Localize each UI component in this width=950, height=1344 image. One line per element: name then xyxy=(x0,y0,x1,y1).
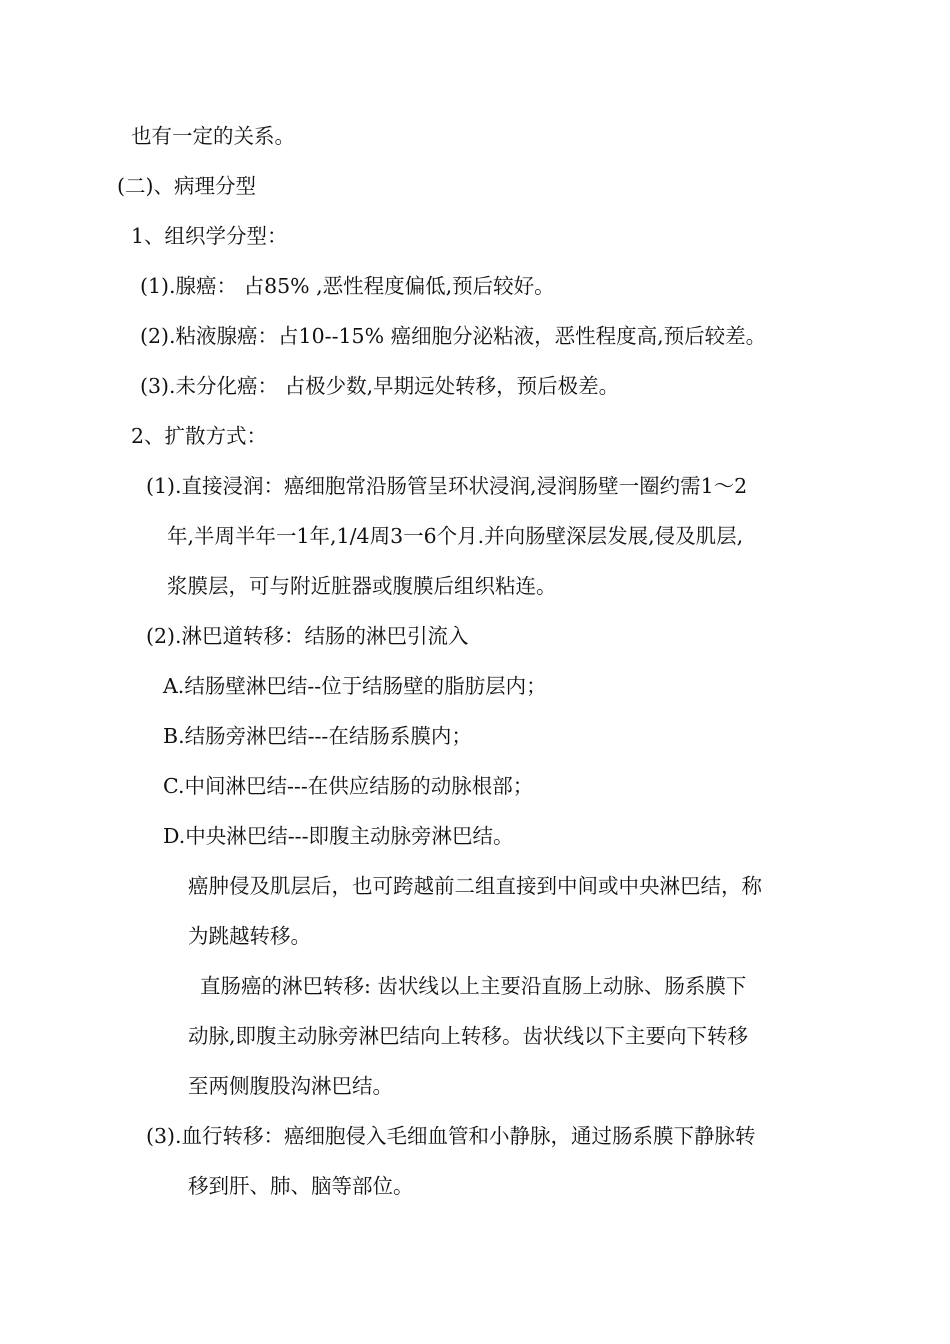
text-line-direct-invasion-cont2: 浆膜层，可与附近脏器或腹膜后组织粘连。 xyxy=(167,574,557,598)
subheading-histology-types: 1、组织学分型： xyxy=(131,224,288,248)
text-line-skip-metastasis: 癌肿侵及肌层后，也可跨越前二组直接到中间或中央淋巴结，称 xyxy=(188,874,762,898)
list-item-adenocarcinoma: (1).腺癌： 占85% ,恶性程度偏低,预后较好。 xyxy=(140,274,555,298)
list-item-lymph-node-b: B.结肠旁淋巴结---在结肠系膜内； xyxy=(163,724,472,748)
text-line-skip-metastasis-cont: 为跳越转移。 xyxy=(188,924,311,948)
text-line-rectal-lymph-cont1: 动脉,即腹主动脉旁淋巴结向上转移。齿状线以下主要向下转移 xyxy=(188,1024,749,1048)
text-line-rectal-lymph: 直肠癌的淋巴转移: 齿状线以上主要沿直肠上动脉、肠系膜下 xyxy=(200,974,747,998)
list-item-mucinous-adenocarcinoma: (2).粘液腺癌：占10--15% 癌细胞分泌粘液，恶性程度高,预后较差。 xyxy=(140,324,767,348)
list-item-lymph-node-c: C.中间淋巴结---在供应结肠的动脉根部； xyxy=(163,774,534,798)
subheading-spread-methods: 2、扩散方式： xyxy=(131,424,268,448)
list-item-lymph-node-a: A.结肠壁淋巴结--位于结肠壁的脂肪层内； xyxy=(163,674,547,698)
list-item-lymph-node-d: D.中央淋巴结---即腹主动脉旁淋巴结。 xyxy=(163,824,514,848)
text-line-continuation: 也有一定的关系。 xyxy=(131,124,295,148)
text-line-rectal-lymph-cont2: 至两侧腹股沟淋巴结。 xyxy=(188,1074,393,1098)
section-heading-pathology-types: (二)、病理分型 xyxy=(117,174,256,198)
text-line-direct-invasion-cont1: 年,半周半年一1年,1/4周3一6个月.并向肠壁深层发展,侵及肌层, xyxy=(167,524,744,548)
text-line-hematogenous-cont: 移到肝、肺、脑等部位。 xyxy=(188,1174,414,1198)
list-item-lymphatic-metastasis: (2).淋巴道转移：结肠的淋巴引流入 xyxy=(146,624,469,648)
list-item-hematogenous-metastasis: (3).血行转移：癌细胞侵入毛细血管和小静脉，通过肠系膜下静脉转 xyxy=(146,1124,756,1148)
list-item-direct-invasion: (1).直接浸润：癌细胞常沿肠管呈环状浸润,浸润肠壁一圈约需1～2 xyxy=(146,474,748,498)
list-item-undifferentiated-carcinoma: (3).未分化癌： 占极少数,早期远处转移，预后极差。 xyxy=(140,374,620,398)
